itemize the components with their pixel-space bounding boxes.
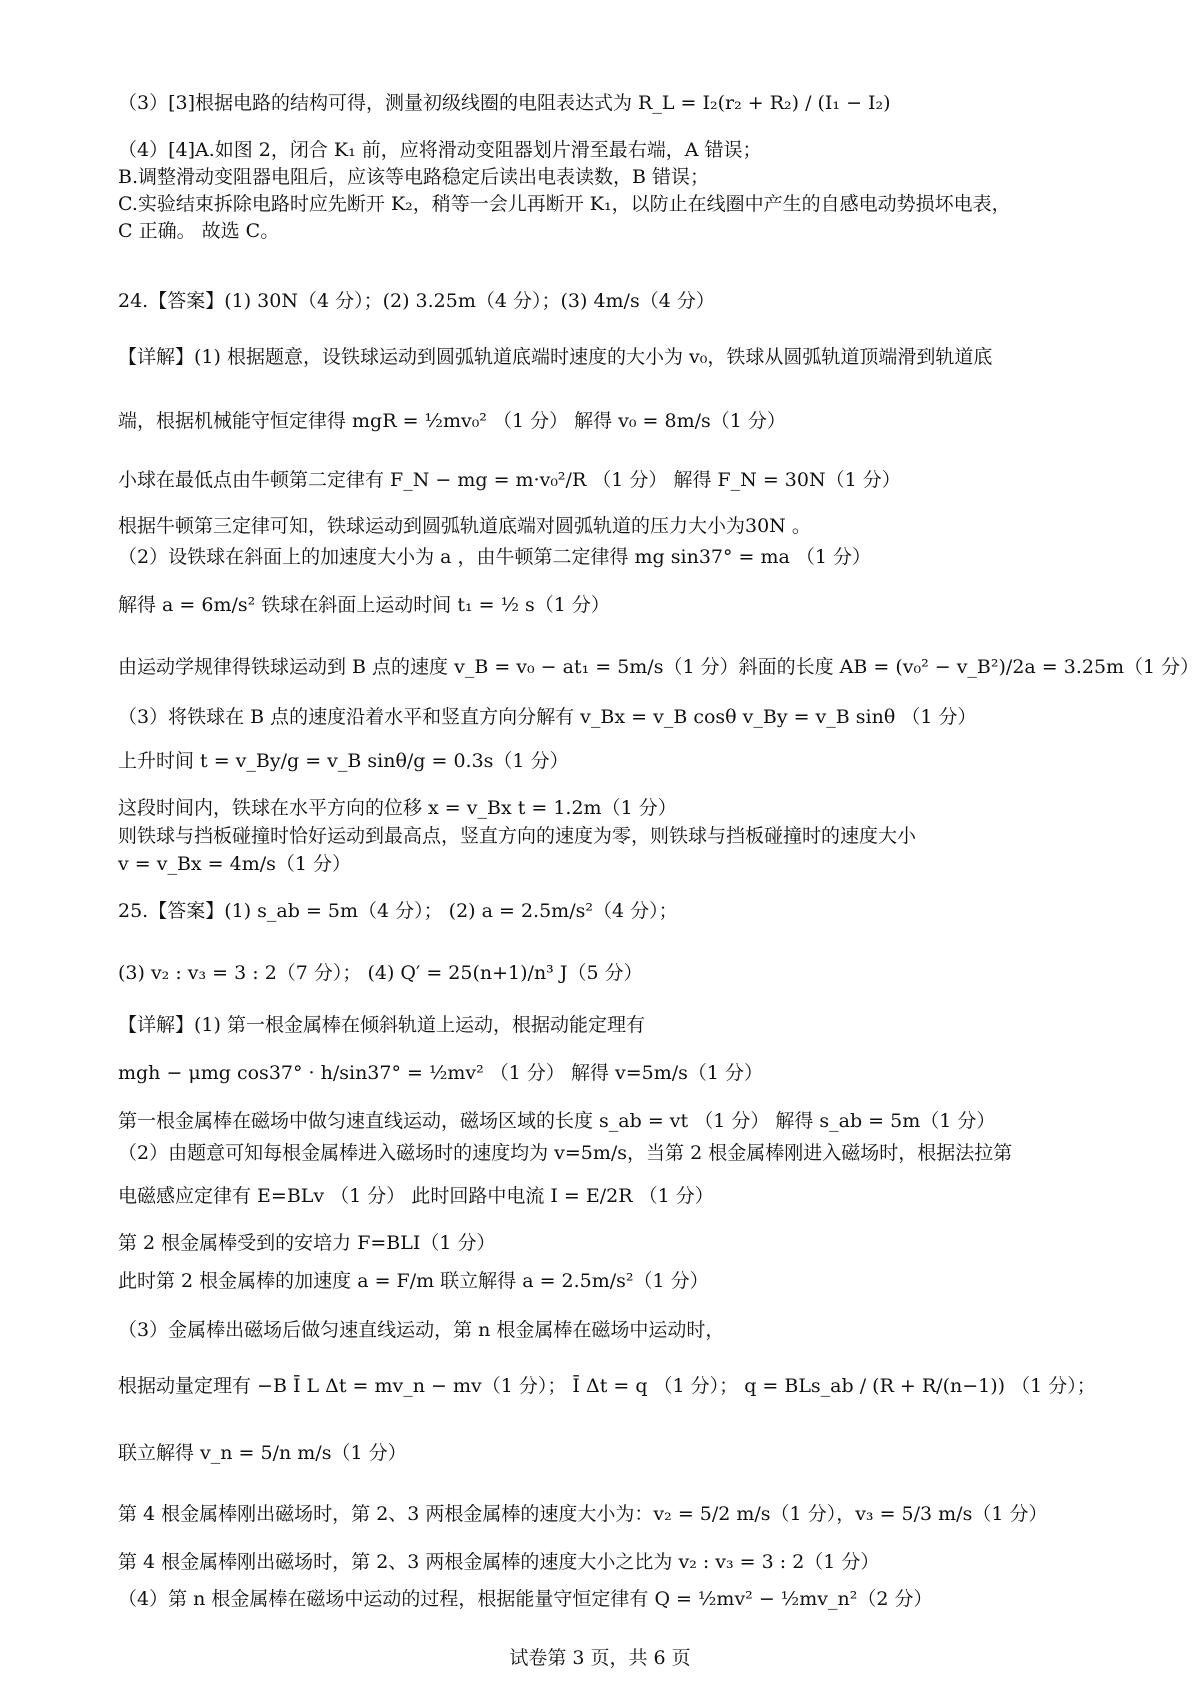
answer-25: 25.【答案】(1) s_ab = 5m（4 分）； (2) a = 2.5m/s²（4 分）； <box>118 900 678 922</box>
text-line: mgh − μmg cos37° · h/sin37° = ½mv² （1 分） 解得 v=5m/s（1 分） <box>118 1062 764 1084</box>
text-line: （4）第 n 根金属棒在磁场中运动的过程，根据能量守恒定律有 Q = ½mv² − ½mv_n²（2 分） <box>118 1588 933 1610</box>
text-line: B.调整滑动变阻器电阻后，应该等电路稳定后读出电表读数，B 错误； <box>118 166 710 188</box>
text-line: 【详解】(1) 根据题意，设铁球运动到圆弧轨道底端时速度的大小为 v₀，铁球从圆弧轨道顶端滑到轨道底 <box>118 346 993 368</box>
answer-24: 24.【答案】(1) 30N（4 分）；(2) 3.25m（4 分）；(3) 4m/s（4 分） <box>118 290 715 312</box>
text-line: C 正确。 故选 C。 <box>118 220 280 242</box>
text-line: （2）设铁球在斜面上的加速度大小为 a ，由牛顿第二定律得 mg sin37° = ma （1 分） <box>118 546 872 568</box>
text-line: 第 2 根金属棒受到的安培力 F=BLI（1 分） <box>118 1232 496 1254</box>
text-line: 根据牛顿第三定律可知，铁球运动到圆弧轨道底端对圆弧轨道的压力大小为30N 。 <box>118 515 811 537</box>
text-line: v = v_Bx = 4m/s（1 分） <box>118 853 352 875</box>
text-line: （4）[4]A.如图 2，闭合 K₁ 前，应将滑动变阻器划片滑至最右端，A 错误； <box>118 139 762 161</box>
text-line: 此时第 2 根金属棒的加速度 a = F/m 联立解得 a = 2.5m/s²（1 分） <box>118 1270 709 1292</box>
page-footer: 试卷第 3 页，共 6 页 <box>509 1647 691 1669</box>
text-line: C.实验结束拆除电路时应先断开 K₂，稍等一会儿再断开 K₁，以防止在线圈中产生的自感电动势损坏电表， <box>118 193 1011 215</box>
text-line: （3）[3]根据电路的结构可得，测量初级线圈的电阻表达式为 R_L = I₂(r₂ + R₂) / (I₁ − I₂) <box>118 92 891 114</box>
text-line: 端，根据机械能守恒定律得 mgR = ½mv₀² （1 分） 解得 v₀ = 8m/s（1 分） <box>118 410 786 432</box>
text-line: 小球在最低点由牛顿第二定律有 F_N − mg = m·v₀²/R （1 分） 解得 F_N = 30N（1 分） <box>118 469 901 491</box>
text-line: （2）由题意可知每根金属棒进入磁场时的速度均为 v=5m/s，当第 2 根金属棒刚进入磁场时，根据法拉第 <box>118 1142 1013 1164</box>
text-line: 【详解】(1) 第一根金属棒在倾斜轨道上运动，根据动能定理有 <box>118 1014 645 1036</box>
text-line: （3）将铁球在 B 点的速度沿着水平和竖直方向分解有 v_Bx = v_B cosθ v_By = v_B sinθ （1 分） <box>118 706 977 728</box>
text-line: 联立解得 v_n = 5/n m/s（1 分） <box>118 1442 407 1464</box>
text-line: (3) v₂ : v₃ = 3 : 2（7 分）； (4) Q′ = 25(n+1)/n³ J（5 分） <box>118 962 643 984</box>
text-line: 解得 a = 6m/s² 铁球在斜面上运动时间 t₁ = ½ s（1 分） <box>118 594 610 616</box>
text-line: 根据动量定理有 −B Ī L Δt = mv_n − mv（1 分）； Ī Δt = q （1 分）； q = BLs_ab / (R + R/(n−1)) （1 分）； <box>118 1375 1096 1397</box>
text-line: 则铁球与挡板碰撞时恰好运动到最高点，竖直方向的速度为零，则铁球与挡板碰撞时的速度大小 <box>118 825 917 847</box>
text-line: 这段时间内，铁球在水平方向的位移 x = v_Bx t = 1.2m（1 分） <box>118 797 677 819</box>
text-line: 第一根金属棒在磁场中做匀速直线运动，磁场区域的长度 s_ab = vt （1 分） 解得 s_ab = 5m（1 分） <box>118 1110 996 1132</box>
text-line: 由运动学规律得铁球运动到 B 点的速度 v_B = v₀ − at₁ = 5m/s（1 分）斜面的长度 AB = (v₀² − v_B²)/2a = 3.25m（1 分） <box>118 656 1200 678</box>
text-line: 第 4 根金属棒刚出磁场时，第 2、3 两根金属棒的速度大小之比为 v₂ : v₃ = 3 : 2（1 分） <box>118 1551 880 1573</box>
text-line: 第 4 根金属棒刚出磁场时，第 2、3 两根金属棒的速度大小为：v₂ = 5/2 m/s（1 分），v₃ = 5/3 m/s（1 分） <box>118 1503 1048 1525</box>
text-line: 电磁感应定律有 E=BLv （1 分） 此时回路中电流 I = E/2R （1 分） <box>118 1185 714 1207</box>
text-line: （3）金属棒出磁场后做匀速直线运动，第 n 根金属棒在磁场中运动时， <box>118 1319 725 1341</box>
text-line: 上升时间 t = v_By/g = v_B sinθ/g = 0.3s（1 分） <box>118 750 569 772</box>
